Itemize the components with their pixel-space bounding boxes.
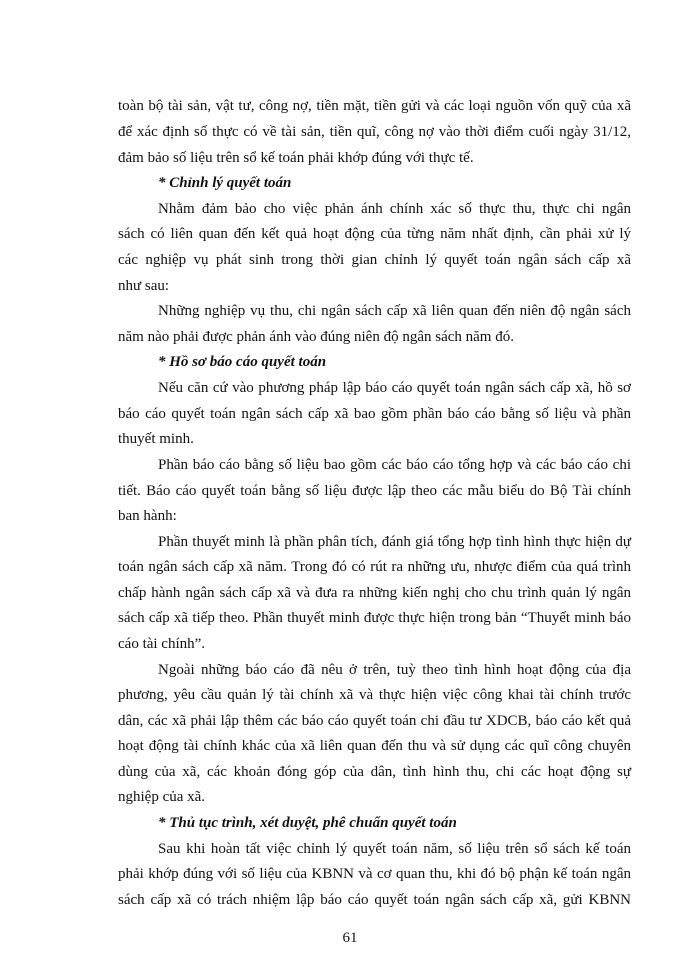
- paragraph-line: hoạt động tài chính khác của xã liên quan đến thu và sử dụng các quĩ công chuyên: [118, 738, 631, 754]
- paragraph-line: Phần báo cáo bằng số liệu bao gồm các báo cáo tổng hợp và các báo cáo chi: [158, 457, 631, 473]
- paragraph-line: toán ngân sách cấp xã năm. Trong đó có rút ra những ưu, nhược điểm của quá trình: [118, 559, 631, 575]
- paragraph-line: báo cáo quyết toán ngân sách cấp xã bao gồm phần báo cáo bằng số liệu và phần: [118, 406, 631, 422]
- paragraph-line: Nhằm đảm bảo cho việc phản ánh chính xác số thực thu, thực chi ngân: [158, 201, 631, 217]
- paragraph-line: các nghiệp vụ phát sinh trong thời gian chỉnh lý quyết toán ngân sách cấp xã: [118, 252, 631, 268]
- paragraph-line: Những nghiệp vụ thu, chi ngân sách cấp xã liên quan đến niên độ ngân sách: [158, 303, 631, 319]
- section-heading: * Hồ sơ báo cáo quyết toán: [158, 354, 327, 370]
- paragraph-line: đảm bảo số liệu trên sổ kế toán phải khớp đúng với thực tế.: [118, 150, 474, 166]
- paragraph-line: cáo tài chính”.: [118, 636, 206, 652]
- paragraph-line: sách cấp xã tiếp theo. Phần thuyết minh được thực hiện trong bản “Thuyết minh báo: [118, 610, 631, 626]
- paragraph-line: Phần thuyết minh là phần phân tích, đánh giá tổng hợp tình hình thực hiện dự: [158, 534, 631, 550]
- paragraph-line: như sau:: [118, 278, 170, 294]
- paragraph-line: Sau khi hoàn tất việc chỉnh lý quyết toán năm, số liệu trên sổ sách kế toán: [158, 841, 631, 857]
- paragraph-line: dùng của xã, các khoản đóng góp của dân, tình hình thu, chi các hoạt động sự: [118, 764, 631, 780]
- paragraph-line: thuyết minh.: [118, 431, 194, 447]
- paragraph-line: phải khớp đúng với số liệu của KBNN và cơ quan thu, khi đó bộ phận kế toán ngân: [118, 866, 631, 882]
- paragraph-line: Ngoài những báo cáo đã nêu ở trên, tuỳ theo tình hình hoạt động của địa: [158, 662, 631, 678]
- paragraph-line: tiết. Báo cáo quyết toán bằng số liệu được lập theo các mẫu biểu do Bộ Tài chính: [118, 483, 631, 499]
- paragraph-line: Nếu căn cứ vào phương pháp lập báo cáo quyết toán ngân sách cấp xã, hồ sơ: [158, 380, 631, 396]
- paragraph-line: nghiệp của xã.: [118, 789, 206, 805]
- paragraph-line: chấp hành ngân sách cấp xã và đưa ra những kiến nghị cho chu trình quản lý ngân: [118, 585, 631, 601]
- paragraph-line: năm nào phải được phản ánh vào đúng niên độ ngân sách năm đó.: [118, 329, 514, 345]
- paragraph-line: sách cấp xã có trách nhiệm lập báo cáo quyết toán ngân sách cấp xã, gửi KBNN: [118, 892, 631, 908]
- paragraph-line: phương, yêu cầu quản lý tài chính xã và thực hiện việc công khai tài chính trước: [118, 687, 631, 703]
- section-heading: * Chỉnh lý quyết toán: [158, 175, 292, 191]
- page-number: 61: [342, 930, 358, 946]
- paragraph-line: để xác định số thực có về tài sản, tiền quĩ, công nợ vào thời điểm cuối ngày 31/12,: [118, 124, 631, 140]
- paragraph-line: toàn bộ tài sản, vật tư, công nợ, tiền mặt, tiền gửi và các loại nguồn vốn quỹ của xã: [118, 98, 631, 114]
- paragraph-line: sách có liên quan đến kết quả hoạt động của từng năm nhất định, cần phải xử lý: [118, 226, 631, 242]
- paragraph-line: ban hành:: [118, 508, 177, 524]
- section-heading: * Thủ tục trình, xét duyệt, phê chuẩn quyết toán: [158, 815, 457, 831]
- paragraph-line: dân, các xã phải lập thêm các báo cáo quyết toán chi đầu tư XDCB, báo cáo kết quả: [118, 713, 631, 729]
